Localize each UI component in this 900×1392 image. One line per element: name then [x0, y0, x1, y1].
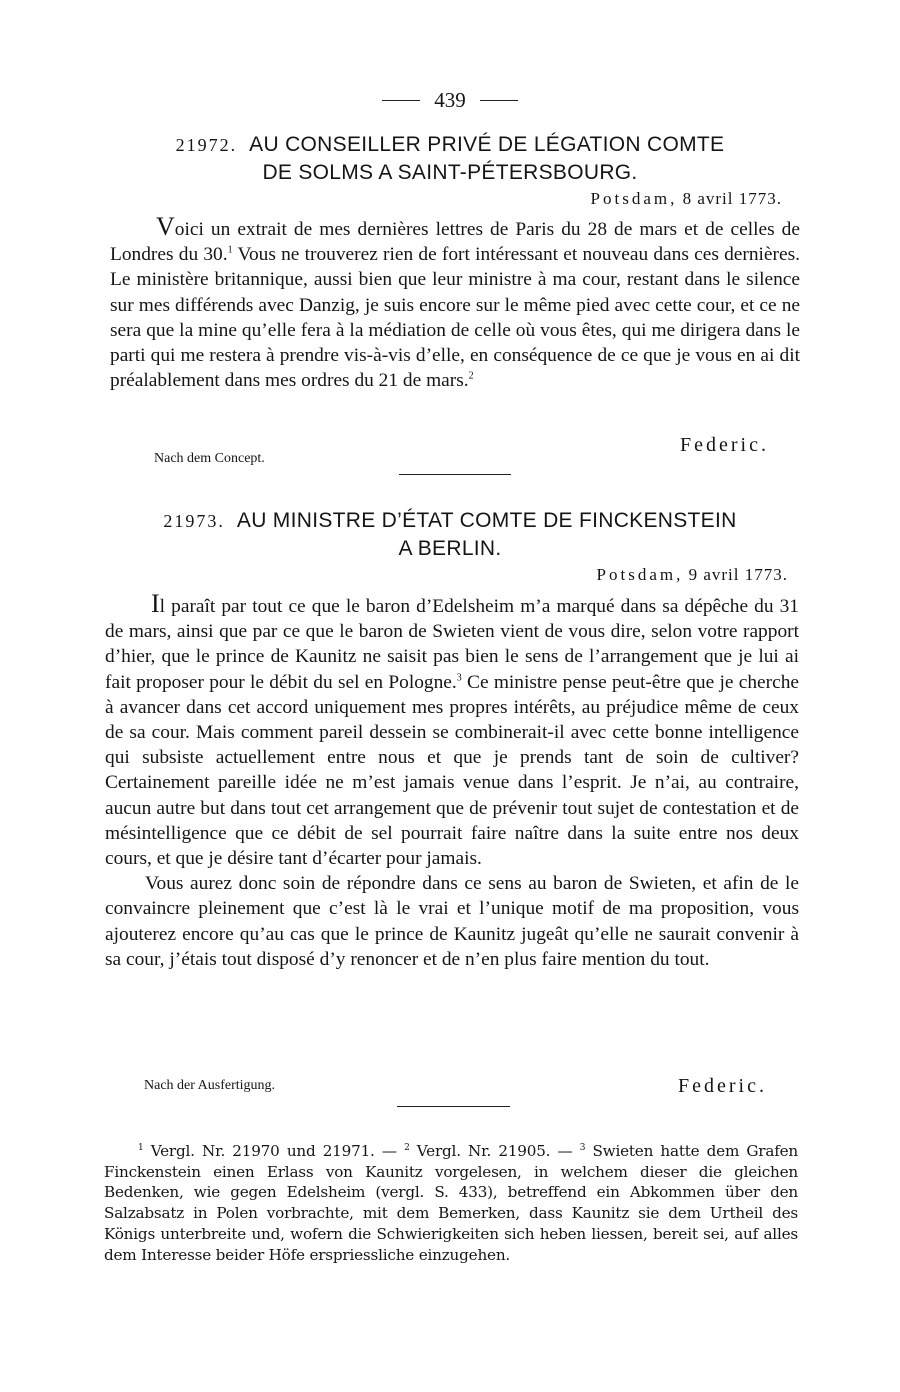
footnote-ref-3[interactable]: 3 [456, 672, 462, 684]
letter-1-number: 21972. [175, 135, 238, 155]
letter-1-title [100, 131, 800, 186]
letter-2-signature: Federic. [678, 1075, 767, 1097]
letter-1-place: Potsdam, [590, 189, 678, 208]
letter-2-title-text-1: AU MINISTRE D’ÉTAT COMTE DE FINCKENSTEIN [236, 509, 737, 532]
footnote-1: Vergl. Nr. 21970 und 21971. — [143, 1142, 405, 1160]
footnote-3: Swieten hatte dem Grafen Finckenstein einen Erlass von Kaunitz vorgelesen, in welchem dieser die gleichen Bedenken, wie gegen Edelsheim (vergl. S. 433), betreffend ein Abkommen über den Salzabsatz in Polen vorbrachte, mit dem Bemerken, dass Kaunitz sie dem Urtheil des Königs unterbreite und, wofern die Schwierigkeiten sich heben liessen, bereit sei, auf alles dem Interesse beider Höfe erspriessliche einzugehen. [104, 1142, 798, 1264]
letter-2-paragraph-1 [105, 591, 799, 871]
letter-2-text-a: l paraît par tout ce que le baron d’Edelsheim m’a marqué dans sa dépêche du 31 de mars, ainsi que par ce que le baron de Swieten vient de vous dire, selon votre rapport d’hier, que le prince de Kaunitz ne saisit pas bien le sens de l’arrangement que je lui ai fait proposer pour le débit du sel en Pologne. [105, 596, 799, 693]
letter-2-title-line-1 [100, 507, 800, 535]
footnote-ref-1[interactable]: 1 [227, 244, 233, 256]
footnote-block [104, 1141, 798, 1265]
footnote-2: Vergl. Nr. 21905. — [409, 1142, 580, 1160]
letter-1-dropcap: V [156, 212, 175, 241]
footnote-marker-2: 2 [404, 1142, 410, 1153]
letter-2-dateline [597, 565, 788, 585]
letter-1-body [110, 214, 800, 393]
footnote-marker-1: 1 [138, 1142, 144, 1153]
page-header [0, 88, 900, 113]
letter-2-paragraph-2: Vous aurez donc soin de répondre dans ce sens au baron de Swieten, et afin de le convaincre pleinement que c’est là le vrai et l’unique motif de ma proposition, vous ajouterez encore qu’au cas que le prince de Kaunitz jugeât qu’elle ne saurait convenir à sa cour, j’étais tout disposé d’y renoncer et de n’en plus faire mention du tout. [105, 873, 799, 970]
section-divider-2 [397, 1106, 510, 1107]
letter-2-source-note: Nach der Ausfertigung. [144, 1078, 276, 1093]
letter-2-dropcap: I [151, 589, 160, 618]
letter-1-text-a: oici un extrait de mes dernières lettres de Paris du 28 de mars et de celles de Londres du 30. [110, 219, 800, 266]
header-rule-left [382, 100, 420, 101]
footnote-ref-2[interactable]: 2 [468, 370, 474, 382]
letter-2-number: 21973. [163, 511, 225, 531]
section-divider-1 [399, 474, 511, 475]
letter-2-date: 9 avril 1773. [688, 565, 788, 584]
letter-1-source-note: Nach dem Concept. [154, 451, 265, 466]
letter-1-text-b: Vous ne trouverez rien de fort intéressant et nouveau dans ces dernières. Le ministère britannique, aussi bien que leur ministre à ma cour, restant dans le silence sur mes différends avec Danzig, je suis encore sur le même pied avec cette cour, et ce ne sera que la mine qu’elle fera à la médiation de celle où vous êtes, qui me dirigera dans le parti qui me restera à prendre vis-à-vis d’elle, en conséquence de ce que je vous en ai dit préalablement dans mes ordres du 21 de mars. [110, 244, 800, 392]
letter-2-place: Potsdam, [596, 565, 684, 584]
letter-1-signature: Federic. [680, 434, 769, 456]
footnote-marker-3: 3 [579, 1142, 586, 1153]
letter-1-paragraph [110, 214, 800, 393]
letter-2-title-line-2: A BERLIN. [398, 537, 502, 560]
letter-2-text-b: Ce ministre pense peut-être que je cherche à avancer dans cet accord uniquement mes propres intérêts, au préjudice même de ceux de sa cour. Mais comment pareil dessein se combinerait-il avec cette bonne intelligence qui subsiste actuellement entre nous et que je prends tant de soin de cultiver? Certainement pareille idée ne m’est jamais venue dans l’esprit. Je n’ai, au contraire, aucun autre but dans tout cet arrangement que de prévenir tout sujet de contestation et de mésintelligence que ce débit de sel pourrait faire naître dans la suite entre nos deux cours, et que je désire tant d’écarter pour jamais. [105, 671, 799, 870]
letter-2-body [105, 591, 799, 972]
letter-1-title-line-2: DE SOLMS A SAINT-PÉTERSBOURG. [262, 161, 638, 184]
letter-2-title [100, 507, 800, 562]
page-number: 439 [434, 88, 466, 112]
letter-1-dateline [591, 189, 782, 209]
letter-1-title-text-1: AU CONSEILLER PRIVÉ DE LÉGATION COMTE [249, 133, 725, 156]
letter-1-date: 8 avril 1773. [682, 189, 782, 208]
header-rule-right [480, 100, 518, 101]
footnotes [104, 1141, 798, 1265]
letter-1-title-line-1 [100, 131, 800, 159]
